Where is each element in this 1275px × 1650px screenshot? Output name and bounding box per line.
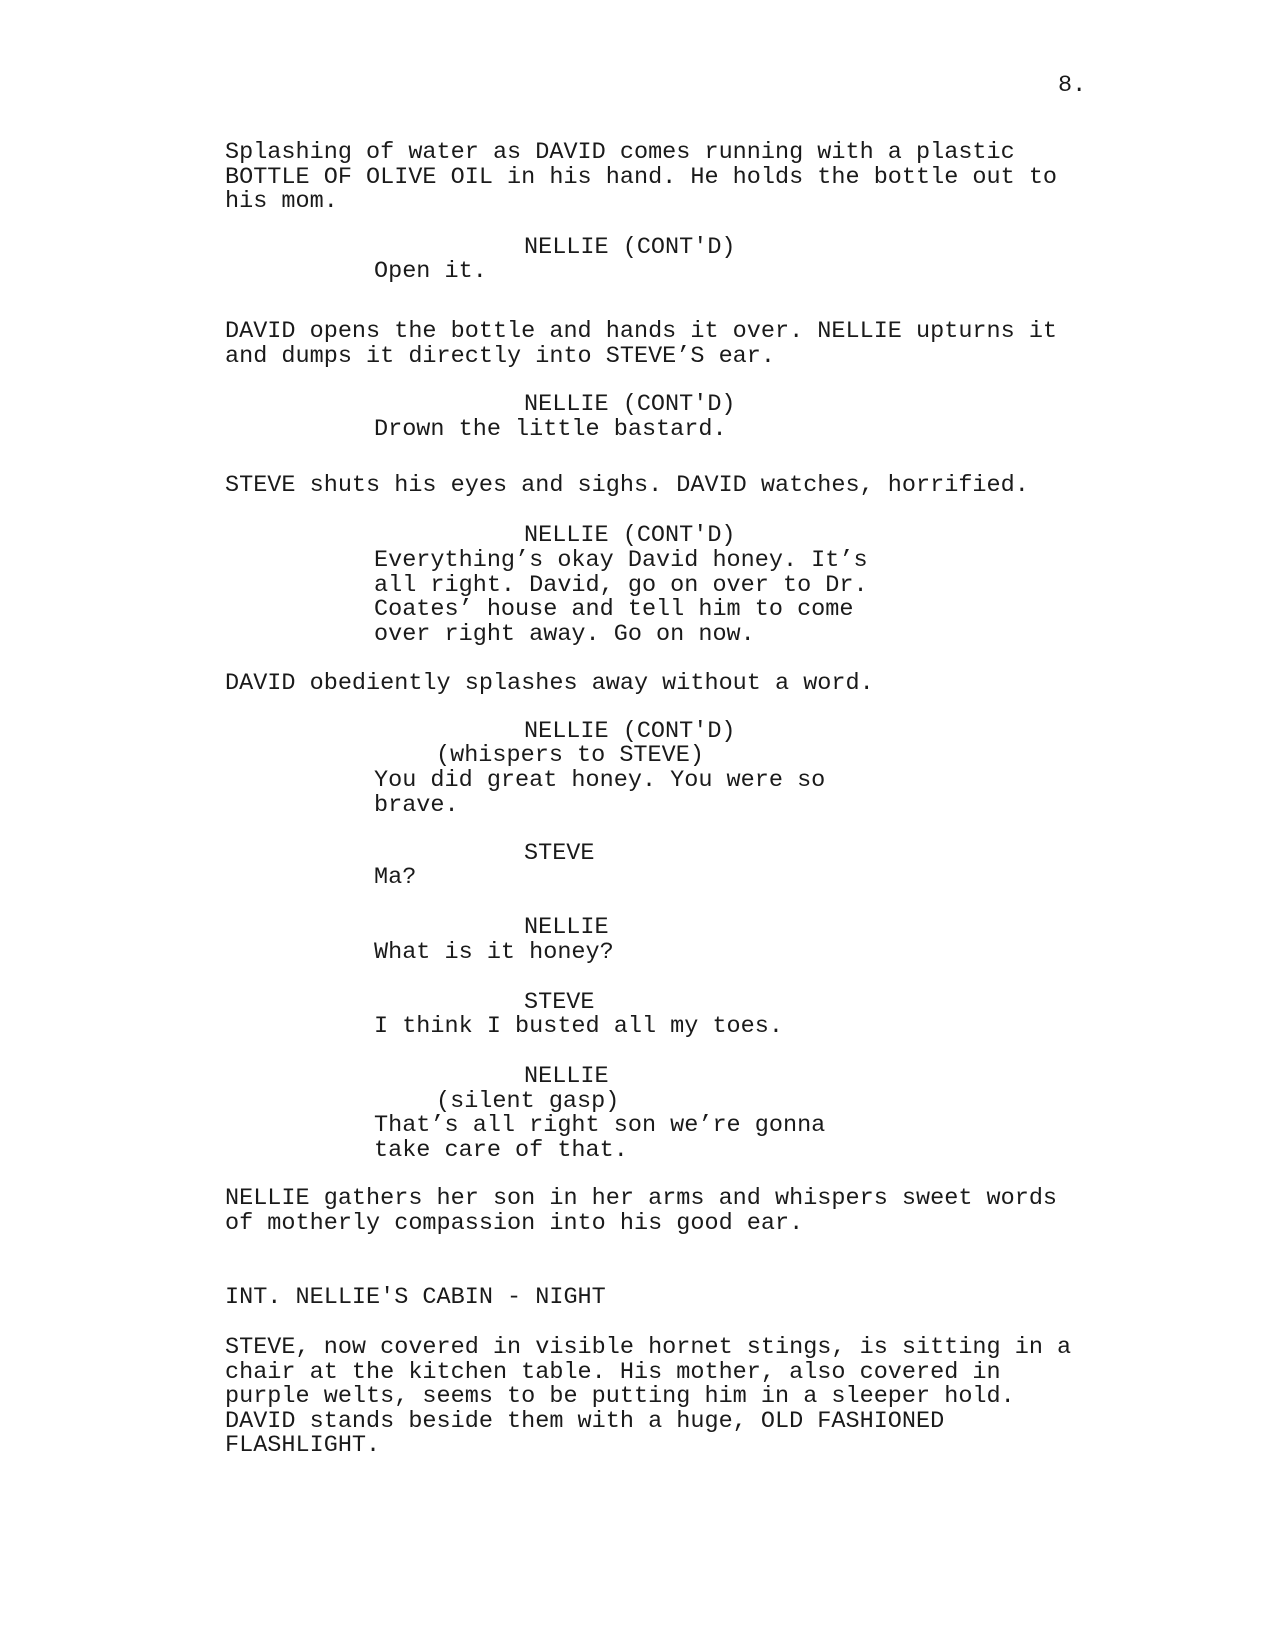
character-cue: NELLIE (CONT'D) — [524, 391, 736, 418]
character-cue: STEVE — [524, 989, 595, 1016]
action-line: STEVE shuts his eyes and sighs. DAVID watches, horrified. — [225, 472, 1029, 499]
action-line: Splashing of water as DAVID comes running with a plastic BOTTLE OF OLIVE OIL in his hand. He holds the bottle out to his mom. — [225, 139, 1058, 216]
dialogue: Drown the little bastard. — [374, 416, 727, 443]
dialogue: Ma? — [374, 864, 417, 891]
character-cue: NELLIE — [524, 914, 609, 941]
character-cue: NELLIE (CONT'D) — [524, 234, 736, 261]
action-line: STEVE, now covered in visible hornet stings, is sitting in a chair at the kitchen table. His mother, also covered in purple welts, seems to be putting him in a sleeper hold. DAVID stands beside them with a huge, OLD FASHIONED FLASHLIGHT. — [225, 1334, 1072, 1460]
character-cue: NELLIE (CONT'D) — [524, 718, 736, 745]
dialogue: Open it. — [374, 258, 487, 285]
dialogue: That’s all right son we’re gonna take care of that. — [374, 1112, 826, 1164]
page-number: 8. — [1058, 72, 1087, 99]
action-line: DAVID opens the bottle and hands it over. NELLIE upturns it and dumps it directly into STEVE’S ear. — [225, 318, 1058, 370]
character-cue: NELLIE (CONT'D) — [524, 522, 736, 549]
parenthetical: (whispers to STEVE) — [436, 742, 704, 769]
dialogue: What is it honey? — [374, 939, 614, 966]
character-cue: STEVE — [524, 840, 595, 867]
dialogue: You did great honey. You were so brave. — [374, 767, 826, 819]
dialogue: I think I busted all my toes. — [374, 1013, 783, 1040]
action-line: DAVID obediently splashes away without a word. — [225, 670, 874, 697]
parenthetical: (silent gasp) — [436, 1088, 620, 1115]
scene-heading: INT. NELLIE'S CABIN - NIGHT — [225, 1284, 606, 1311]
dialogue: Everything’s okay David honey. It’s all right. David, go on over to Dr. Coates’ house and tell him to come over right away. Go on now. — [374, 547, 868, 648]
character-cue: NELLIE — [524, 1063, 609, 1090]
action-line: NELLIE gathers her son in her arms and whispers sweet words of motherly compassion into his good ear. — [225, 1185, 1058, 1237]
